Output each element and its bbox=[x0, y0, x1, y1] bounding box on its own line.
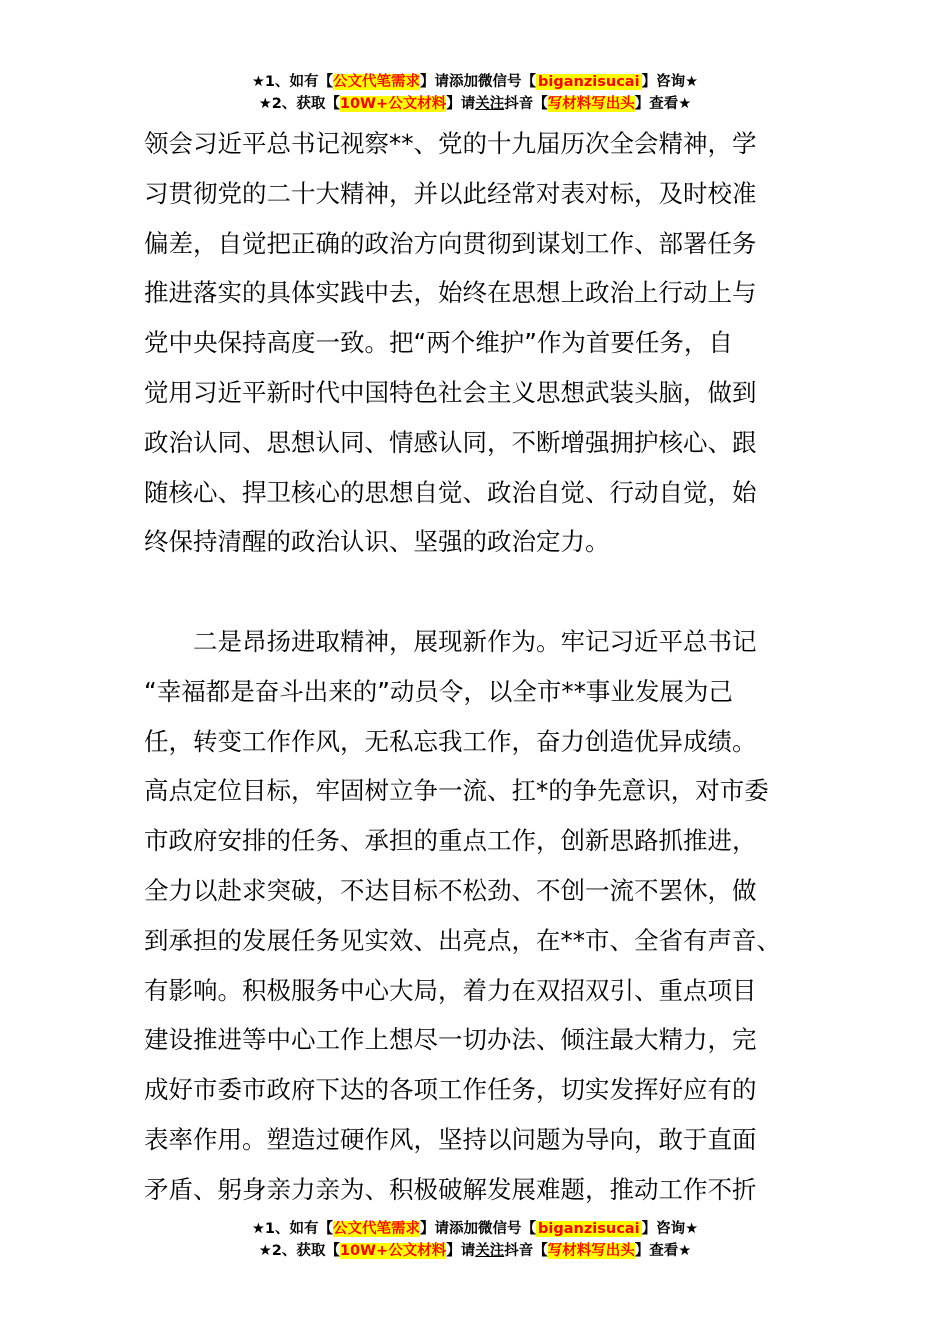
text-line: 建设推进等中心工作上想尽一切办法、倾注最大精力，完 bbox=[144, 1025, 757, 1055]
text-line: 成好市委市政府下达的各项工作任务，切实发挥好应有的 bbox=[144, 1075, 757, 1105]
emphasis-word: 关注 bbox=[475, 96, 505, 112]
banner-line-2: ★2、获取【10W+公文材料】请关注抖音【写材料写出头】查看★ bbox=[258, 1243, 692, 1259]
star-icon: ★ bbox=[678, 96, 692, 112]
emphasis-word: 关注 bbox=[475, 1243, 505, 1259]
emphasis-word: 添加 bbox=[449, 1221, 479, 1237]
star-icon: ★ bbox=[251, 1221, 265, 1237]
text-line: 表率作用。塑造过硬作风，坚持以问题为导向，敢于直面 bbox=[144, 1124, 757, 1154]
star-icon: ★ bbox=[258, 96, 272, 112]
text-line: 党中央保持高度一致。把“两个维护”作为首要任务，自 bbox=[144, 328, 733, 358]
banner-line-2: ★2、获取【10W+公文材料】请关注抖音【写材料写出头】查看★ bbox=[258, 96, 692, 112]
document-body bbox=[144, 119, 814, 1215]
footer-banner bbox=[0, 1218, 950, 1262]
highlight-service: 公文代笔需求 bbox=[333, 74, 421, 90]
text-line: 习贯彻党的二十大精神，并以此经常对表对标，及时校准 bbox=[144, 178, 757, 208]
emphasis-word: 添加 bbox=[449, 74, 479, 90]
wechat-id: biganzisucai bbox=[538, 74, 640, 90]
star-icon: ★ bbox=[258, 1243, 272, 1259]
text-line: 终保持清醒的政治认识、坚强的政治定力。 bbox=[144, 527, 610, 557]
header-banner bbox=[0, 71, 950, 115]
text-line: “幸福都是奋斗出来的”动员令，以全市**事业发展为己 bbox=[144, 676, 733, 706]
banner-line-1: ★1、如有【公文代笔需求】请添加微信号【 biganzisucai 】咨询★ bbox=[251, 74, 699, 90]
paragraph-gap bbox=[144, 567, 814, 617]
text-line: 推进落实的具体实践中去，始终在思想上政治上行动上与 bbox=[144, 278, 757, 308]
banner-line-1: ★1、如有【公文代笔需求】请添加微信号【 biganzisucai 】咨询★ bbox=[251, 1221, 699, 1237]
star-icon: ★ bbox=[685, 74, 699, 90]
text-line: 全力以赴求突破，不达目标不松劲、不创一流不罢休，做 bbox=[144, 875, 757, 905]
highlight-service: 公文代笔需求 bbox=[333, 1221, 421, 1237]
text-line: 有影响。积极服务中心大局，着力在双招双引、重点项目 bbox=[144, 975, 757, 1005]
text-line: 市政府安排的任务、承担的重点工作，创新思路抓推进， bbox=[144, 826, 757, 856]
text-line: 高点定位目标，牢固树立争一流、扛*的争先意识，对市委 bbox=[144, 776, 769, 806]
text-line: 偏差，自觉把正确的政治方向贯彻到谋划工作、部署任务 bbox=[144, 228, 757, 258]
wechat-id: biganzisucai bbox=[538, 1221, 640, 1237]
text-line: 政治认同、思想认同、情感认同，不断增强拥护核心、跟 bbox=[144, 427, 757, 457]
text-line: 领会习近平总书记视察**、党的十九届历次全会精神，学 bbox=[144, 129, 757, 158]
highlight-materials: 10W+公文材料 bbox=[339, 1243, 447, 1259]
highlight-materials: 10W+公文材料 bbox=[339, 96, 447, 112]
star-icon: ★ bbox=[678, 1243, 692, 1259]
text-line: 觉用习近平新时代中国特色社会主义思想武装头脑，做到 bbox=[144, 377, 757, 407]
paragraph-start-line: 二是昂扬进取精神，展现新作为。牢记习近平总书记 bbox=[193, 626, 757, 656]
text-line: 随核心、捍卫核心的思想自觉、政治自觉、行动自觉，始 bbox=[144, 477, 757, 507]
highlight-account: 写材料写出头 bbox=[547, 96, 635, 112]
star-icon: ★ bbox=[251, 74, 265, 90]
text-line: 矛盾、躬身亲力亲为、积极破解发展难题，推动工作不折 bbox=[144, 1174, 757, 1204]
text-line: 到承担的发展任务见实效、出亮点，在**市、全省有声音、 bbox=[144, 925, 781, 955]
star-icon: ★ bbox=[685, 1221, 699, 1237]
text-line: 任，转变工作作风，无私忘我工作，奋力创造优异成绩。 bbox=[144, 726, 757, 756]
highlight-account: 写材料写出头 bbox=[547, 1243, 635, 1259]
